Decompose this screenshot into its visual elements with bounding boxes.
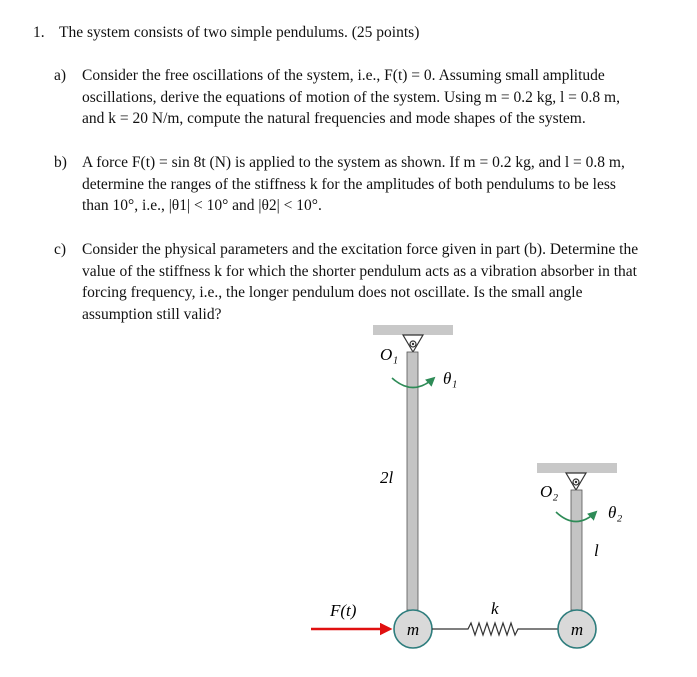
part-c-text: Consider the physical parameters and the excitation force given in part (b). Determine the value of the stiffness k for which the shorter pendulum acts as a vibration absorber in that forcing frequency, i.e., the longer pendulum does not oscillate. Is the small angle assumption still valid? [82, 241, 639, 323]
pivot-2 [566, 473, 586, 490]
pivot-2-label: O₂ [540, 482, 559, 501]
mass-2-label: m [570, 620, 584, 639]
part-b-label: b) [54, 154, 67, 171]
ceiling-1 [373, 325, 453, 335]
part-a-text: Consider the free oscillations of the system, i.e., F(t) = 0. Assuming small amplitude oscillations, derive the equations of motion of the system. Using m = 0.2 kg, l = 0.8 m, and k = 20 N/m, compute the natural frequencies and mode shapes of the system. [82, 67, 620, 127]
length-1-label: 2l [380, 468, 394, 487]
mass-1-label: m [406, 620, 420, 639]
length-2-label: l [594, 541, 599, 560]
angle-2-label: θ₂ [608, 503, 623, 522]
rod-2 [571, 490, 582, 610]
rod-1 [407, 352, 418, 610]
part-c-label: c) [54, 241, 67, 258]
pivot-1 [403, 335, 423, 352]
question-title-text: The system consists of two simple pendulums. (25 points) [59, 24, 420, 41]
question-number: 1. [33, 24, 45, 41]
force-label: F(t) [330, 601, 357, 620]
part-b-text: A force F(t) = sin 8t (N) is applied to the system as shown. If m = 0.2 kg, and l = 0.8 m, determine the ranges of the stiffness k for the amplitudes of both pendulums to be less than 10°, i.e., |θ1| < 10° and |θ2| < 10°. [82, 154, 625, 214]
ceiling-2 [537, 463, 617, 473]
angle-1-label: θ₁ [443, 369, 458, 388]
spring-label: k [491, 599, 499, 618]
part-a-label: a) [54, 67, 67, 84]
pivot-1-label: O₁ [380, 345, 399, 364]
spring [432, 623, 558, 635]
